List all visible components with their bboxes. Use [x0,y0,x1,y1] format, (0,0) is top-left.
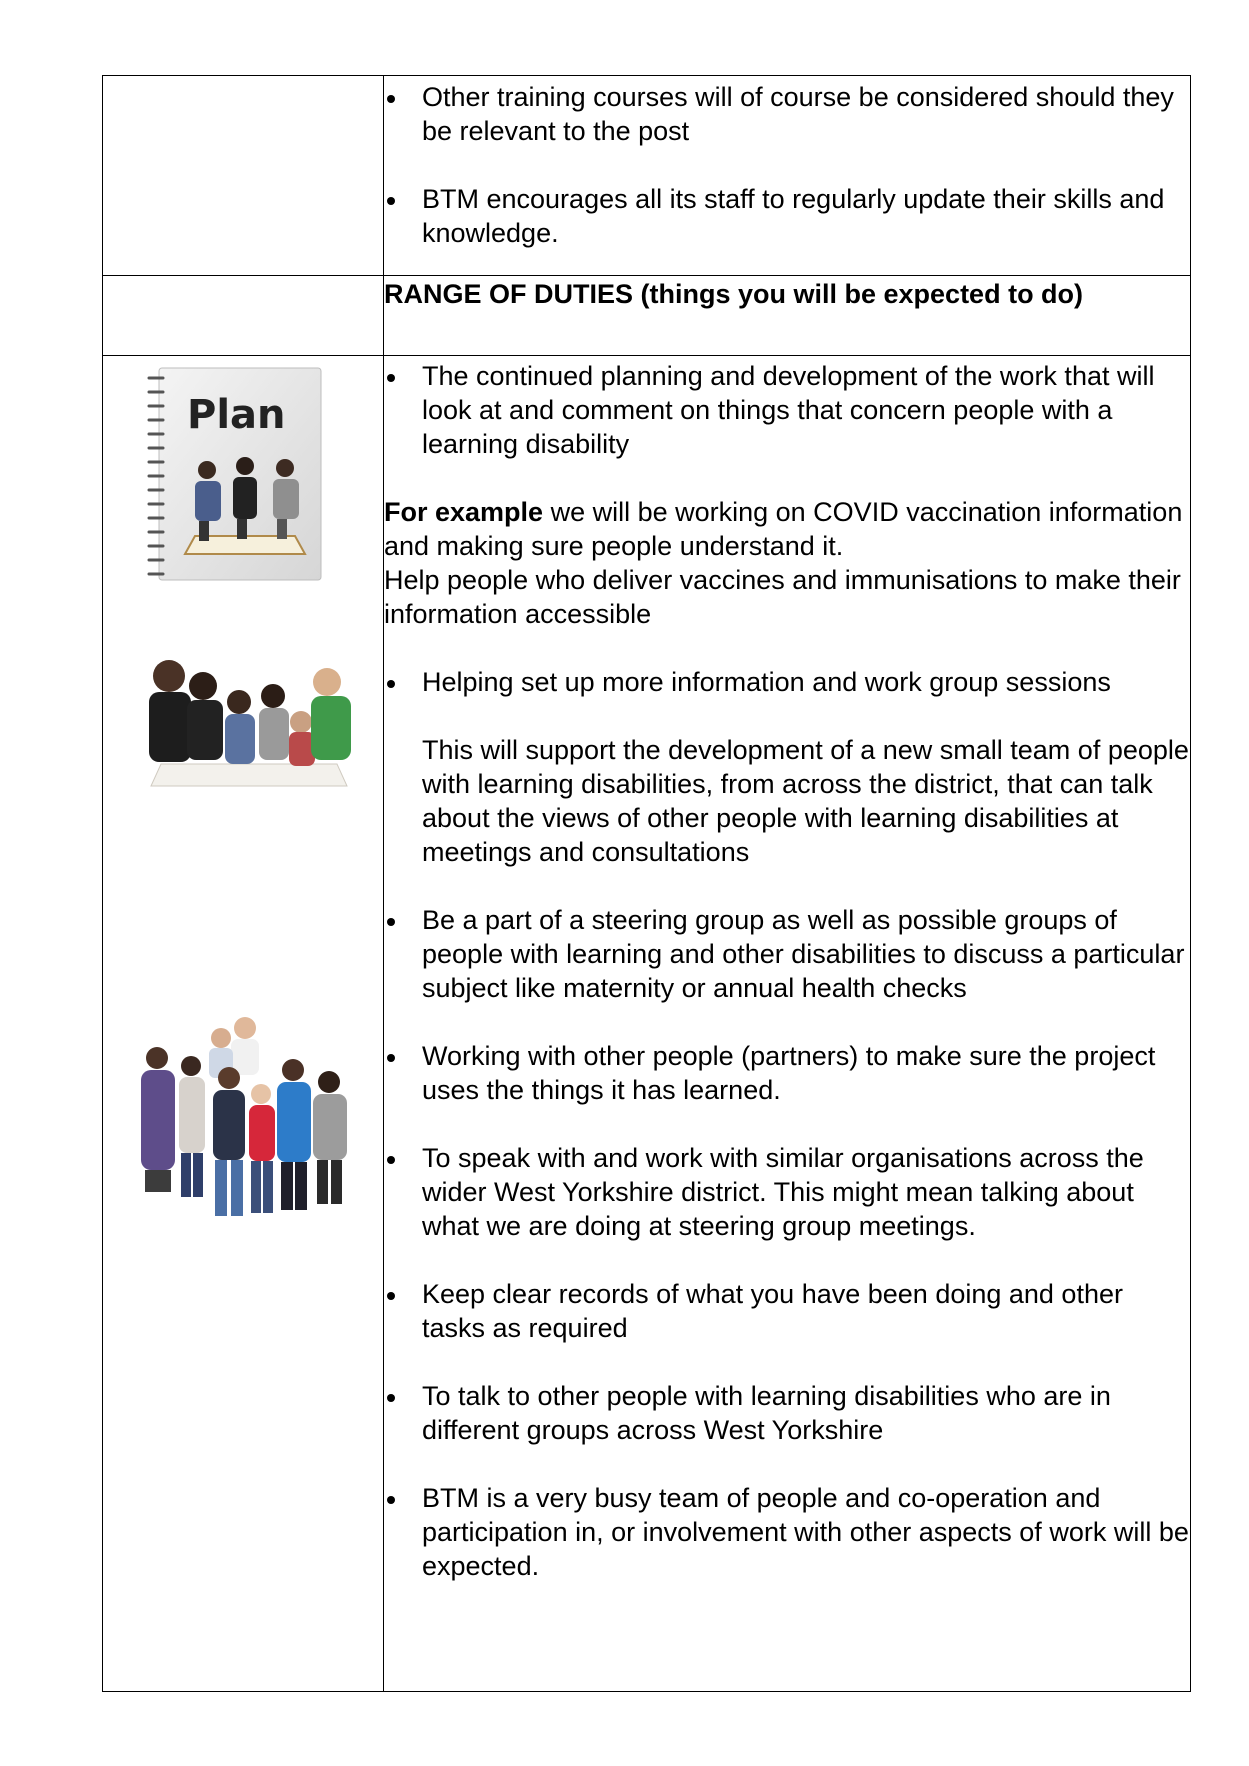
job-description-table [102,75,1191,1692]
bullet-text: Working with other people (partners) to make sure the project uses the things it has learned. [422,1041,1156,1105]
training-text-cell [384,76,1191,276]
training-row [103,76,1191,276]
list-item [384,1277,1190,1345]
example-paragraph-2: Help people who deliver vaccines and immunisations to make their information accessible [384,565,1181,629]
bullet-icon [387,1292,395,1300]
bullet-icon [387,1496,395,1504]
empty-image-cell [103,76,384,276]
bullet-text: Other training courses will of course be considered should they be relevant to the post [422,82,1174,146]
plan-notebook-image [145,364,325,586]
bullet-text: The continued planning and development of the work that will look at and comment on things that concern people with a learning disability [422,361,1155,459]
bullet-icon [387,1156,395,1164]
bullet-text: Helping set up more information and work group sessions [422,667,1111,697]
bullet-icon [387,1394,395,1402]
list-item [384,1379,1190,1447]
bullet-text: BTM encourages all its staff to regularly update their skills and knowledge. [422,184,1165,248]
bullet-icon [387,374,395,382]
list-item [384,1141,1190,1243]
heading-row [103,276,1191,356]
people-group-image [133,1014,359,1240]
bullet-icon [387,197,395,205]
list-item [384,182,1190,250]
empty-image-cell [103,276,384,356]
example-text: we will be working on COVID vaccination information and making sure people understand it. [384,497,1183,561]
plan-label: Plan [187,392,286,438]
bullet-icon [387,918,395,926]
list-item [384,1039,1190,1107]
duties-row [103,356,1191,1692]
heading-cell [384,276,1191,356]
bullet-icon [387,1054,395,1062]
bullet-text: BTM is a very busy team of people and co-operation and participation in, or involvement with other aspects of work will be expected. [422,1483,1189,1581]
section-heading: RANGE OF DUTIES (things you will be expected to do) [384,279,1084,309]
bullet-icon [387,95,395,103]
group-work-image [141,646,357,796]
duties-image-cell [103,356,384,1692]
list-item [384,1481,1190,1583]
bullet-text: To talk to other people with learning disabilities who are in different groups across West Yorkshire [422,1381,1111,1445]
bullet-text: Be a part of a steering group as well as possible groups of people with learning and other disabilities to discuss a particular subject like maternity or annual health checks [422,905,1185,1003]
example-paragraph [384,495,1190,563]
list-item [384,665,1190,699]
sub-paragraph: This will support the development of a new small team of people with learning disabilities, from across the district, that can talk about the views of other people with learning disabilities at meetings and consultations [422,735,1189,867]
bullet-text: Keep clear records of what you have been doing and other tasks as required [422,1279,1123,1343]
duties-text-cell [384,356,1191,1692]
bullet-icon [387,680,395,688]
list-item [384,80,1190,148]
list-item [384,359,1190,461]
bullet-text: To speak with and work with similar organisations across the wider West Yorkshire district. This might mean talking about what we are doing at steering group meetings. [422,1143,1144,1241]
example-label: For example [384,497,544,527]
list-item [384,903,1190,1005]
